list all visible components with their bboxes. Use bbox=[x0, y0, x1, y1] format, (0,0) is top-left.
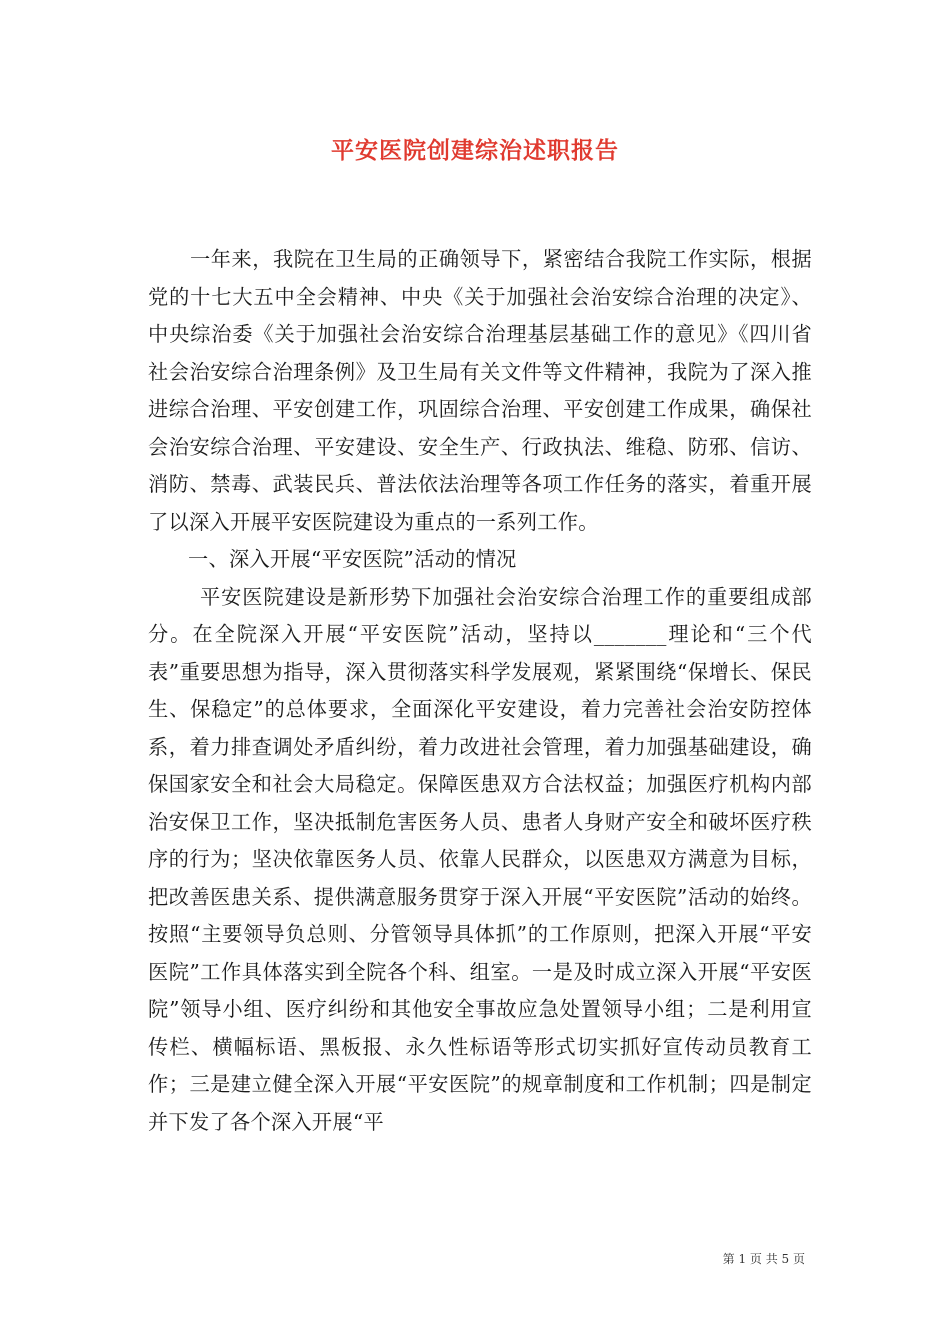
section-heading-1: 一、深入开展“平安医院”活动的情况 bbox=[188, 547, 517, 571]
page-number: 第 1 页 共 5 页 bbox=[722, 1252, 805, 1266]
paragraph-intro: 一年来，我院在卫生局的正确领导下，紧密结合我院工作实际，根据党的十七大五中全会精神、中央《关于加强社会治安综合治理的决定》、中央综治委《关于加强社会治安综合治理基层基础工作的意见》《四川省社会治安综合治理条例》及卫生局有关文件等文件精神，我院为了深入推进综合治理、平安创建工作，巩固综合治理、平安创建工作成果，确保社会治安综合治理、平安建设、安全生产、行政执法、维稳、防邪、信访、消防、禁毒、武装民兵、普法依法治理等各项工作任务的落实，着重开展了以深入开展平安医院建设为重点的一系列工作。 bbox=[148, 247, 812, 534]
document-body bbox=[148, 241, 812, 1141]
paragraph-section-1: 平安医院建设是新形势下加强社会治安综合治理工作的重要组成部分。在全院深入开展“平安医院”活动，坚持以_______理论和“三个代表”重要思想为指导，深入贯彻落实科学发展观，紧紧围绕“保增长、保民生、保稳定”的总体要求，全面深化平安建设，着力完善社会治安防控体系，着力排查调处矛盾纠纷，着力改进社会管理，着力加强基础建设，确保国家安全和社会大局稳定。保障医患双方合法权益；加强医疗机构内部治安保卫工作，坚决抵制危害医务人员、患者人身财产安全和破坏医疗秩序的行为；坚决依靠医务人员、依靠人民群众，以医患双方满意为目标，把改善医患关系、提供满意服务贯穿于深入开展“平安医院”活动的始终。按照“主要领导负总则、分管领导具体抓”的工作原则，把深入开展“平安医院”工作具体落实到全院各个科、组室。一是及时成立深入开展“平安医院”领导小组、医疗纠纷和其他安全事故应急处置领导小组；二是利用宣传栏、横幅标语、黑板报、永久性标语等形式切实抓好宣传动员教育工作；三是建立健全深入开展“平安医院”的规章制度和工作机制；四是制定并下发了各个深入开展“平 bbox=[148, 584, 812, 1134]
document-title: 平安医院创建综治述职报告 bbox=[331, 137, 619, 164]
